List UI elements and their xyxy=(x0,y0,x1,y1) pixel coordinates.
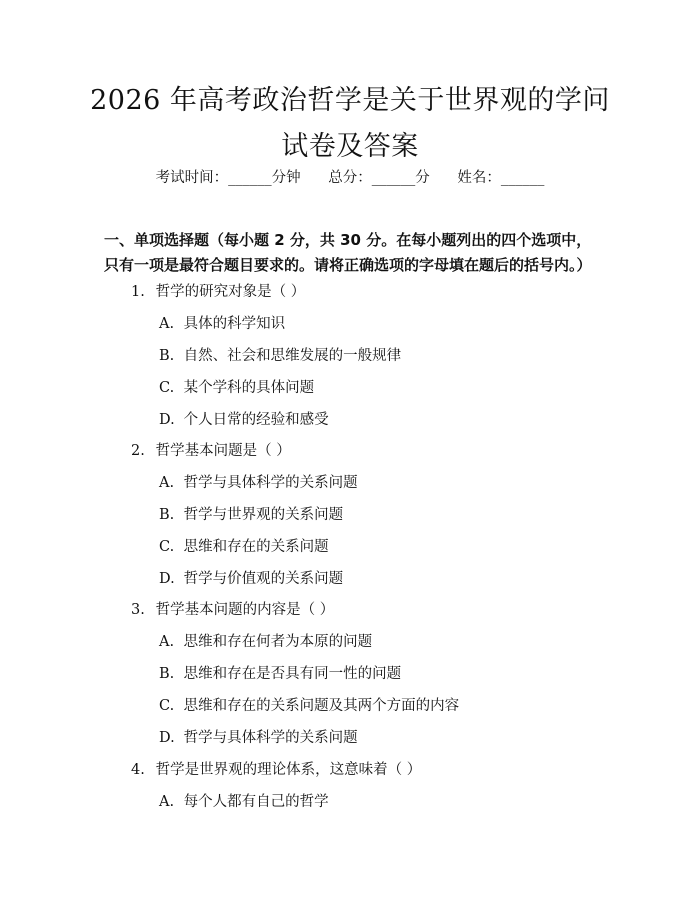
option-letter: A. xyxy=(159,475,175,491)
question-text: 哲学基本问题是（ ） xyxy=(155,443,291,459)
option-letter: A. xyxy=(159,634,175,650)
question-1-option-c xyxy=(159,378,314,398)
question-2-option-c xyxy=(159,537,329,557)
question-2 xyxy=(131,441,291,461)
option-text: 哲学与世界观的关系问题 xyxy=(183,507,344,523)
score-unit: 分 xyxy=(415,170,430,186)
option-text: 每个人都有自己的哲学 xyxy=(183,794,329,810)
option-text: 哲学与具体科学的关系问题 xyxy=(183,730,358,746)
option-text: 自然、社会和思维发展的一般规律 xyxy=(183,348,402,364)
name-blank: ______ xyxy=(500,170,545,186)
time-label: 考试时间： xyxy=(155,170,229,186)
option-letter: B. xyxy=(159,348,175,364)
question-1-option-b xyxy=(159,346,401,366)
option-text: 某个学科的具体问题 xyxy=(183,380,315,396)
question-1-option-d xyxy=(159,410,329,430)
question-1-option-a xyxy=(159,314,285,334)
page-title: 2026 年高考政治哲学是关于世界观的学问试卷及答案 xyxy=(90,85,610,162)
question-4-option-a xyxy=(159,792,329,812)
question-text: 哲学基本问题的内容是（ ） xyxy=(155,602,335,618)
score-blank: ______ xyxy=(371,170,416,186)
section-heading: 一、单项选择题（每小题 2 分，共 30 分。在每小题列出的四个选项中，只有一项是最符合题目要求的。请将正确选项的字母填在题后的括号内。） xyxy=(104,231,592,274)
option-letter: A. xyxy=(159,794,175,810)
question-text: 哲学是世界观的理论体系，这意味着（ ） xyxy=(155,762,422,778)
option-text: 具体的科学知识 xyxy=(183,316,286,332)
option-letter: D. xyxy=(159,730,175,746)
question-3-option-a xyxy=(159,632,372,652)
name-label: 姓名： xyxy=(457,170,501,186)
question-2-option-b xyxy=(159,505,343,525)
option-letter: B. xyxy=(159,666,175,682)
question-2-option-d xyxy=(159,569,343,589)
question-text: 哲学的研究对象是（ ） xyxy=(155,284,306,300)
option-letter: D. xyxy=(159,571,175,587)
option-text: 思维和存在的关系问题及其两个方面的内容 xyxy=(183,698,460,714)
option-letter: B. xyxy=(159,507,175,523)
time-unit: 分钟 xyxy=(271,170,301,186)
option-letter: C. xyxy=(159,698,175,714)
option-text: 思维和存在的关系问题 xyxy=(183,539,329,555)
question-3 xyxy=(131,600,334,620)
option-letter: C. xyxy=(159,380,175,396)
option-text: 个人日常的经验和感受 xyxy=(183,412,329,428)
question-3-option-d xyxy=(159,728,358,748)
time-blank: ______ xyxy=(228,170,272,186)
question-2-option-a xyxy=(159,473,358,493)
question-3-option-b xyxy=(159,664,401,684)
score-label: 总分： xyxy=(328,170,372,186)
exam-meta-line xyxy=(0,167,700,189)
question-number: 1. xyxy=(131,284,145,300)
option-text: 思维和存在何者为本原的问题 xyxy=(183,634,373,650)
question-number: 2. xyxy=(131,443,145,459)
option-letter: A. xyxy=(159,316,175,332)
option-letter: C. xyxy=(159,539,175,555)
question-4 xyxy=(131,760,421,780)
option-text: 思维和存在是否具有同一性的问题 xyxy=(183,666,402,682)
question-1 xyxy=(131,282,305,302)
question-number: 4. xyxy=(131,762,145,778)
option-letter: D. xyxy=(159,412,175,428)
option-text: 哲学与价值观的关系问题 xyxy=(183,571,344,587)
option-text: 哲学与具体科学的关系问题 xyxy=(183,475,358,491)
question-3-option-c xyxy=(159,696,459,716)
question-number: 3. xyxy=(131,602,145,618)
